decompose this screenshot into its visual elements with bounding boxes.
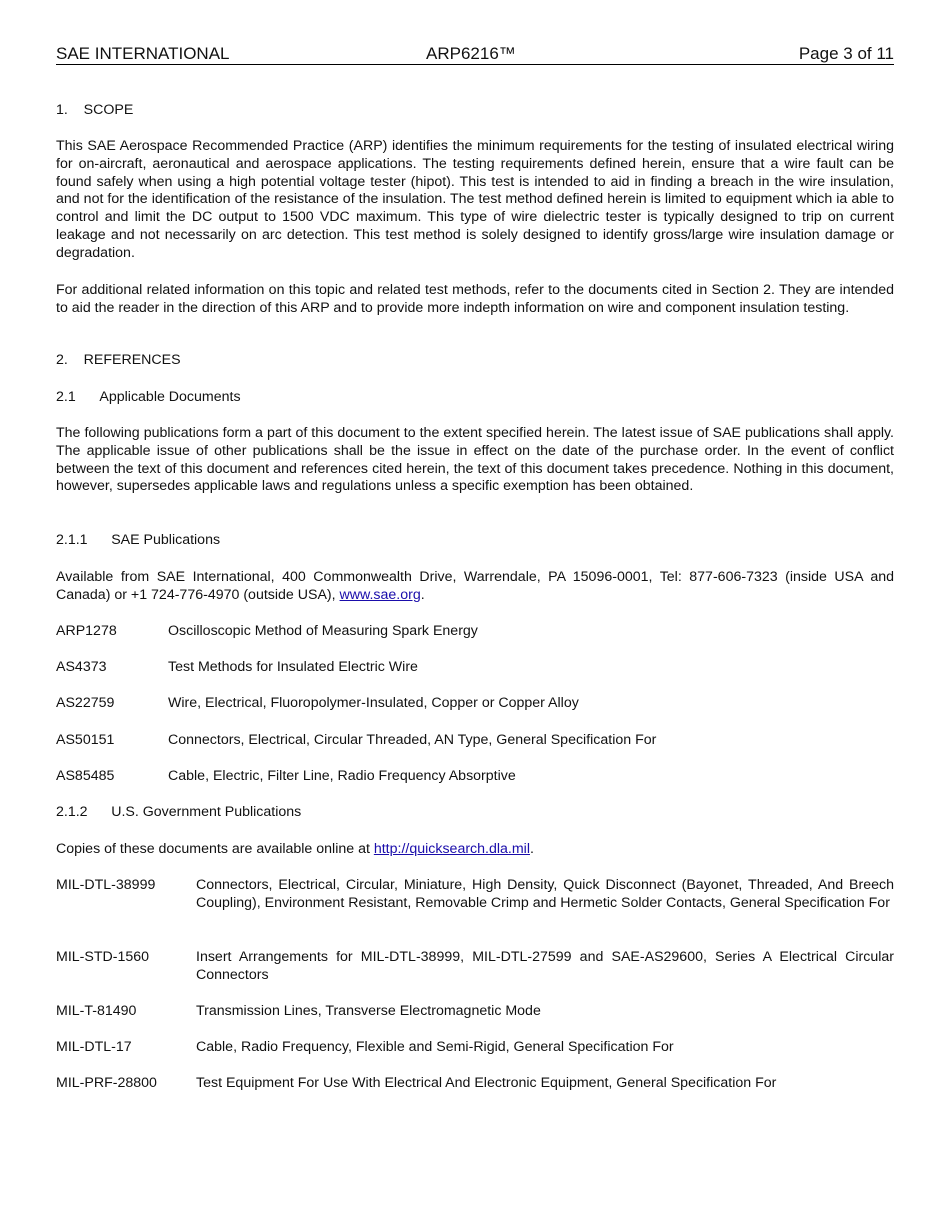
reference-code: MIL-DTL-17 [56,1039,132,1055]
reference-code: MIL-DTL-38999 [56,877,156,893]
reference-title: Connectors, Electrical, Circular, Miniature, High Density, Quick Disconnect (Bayonet, Threaded, And Breech Coupling), Environment Resistant, Removable Crimp and Hermetic Solder Contacts, General Specification For [196,877,894,911]
reference-code: AS4373 [56,659,107,675]
section-2-heading [56,352,894,370]
reference-code: MIL-PRF-28800 [56,1075,157,1091]
section-2-1-2-heading [56,804,894,822]
reference-title: Oscilloscopic Method of Measuring Spark Energy [168,623,478,639]
gov-availability-paragraph: Copies of these documents are available online at http://quicksearch.dla.mil. [56,841,534,857]
page-header [56,44,894,65]
reference-title: Transmission Lines, Transverse Electromagnetic Mode [196,1003,541,1019]
reference-code: AS22759 [56,695,115,711]
reference-title: Test Equipment For Use With Electrical And Electronic Equipment, General Specification For [196,1075,777,1091]
section-number: 1. [56,102,68,118]
section-2-1-heading [56,389,894,407]
reference-code: AS50151 [56,732,115,748]
section-title: Applicable Documents [99,389,241,405]
sae-availability-paragraph: Available from SAE International, 400 Commonwealth Drive, Warrendale, PA 15096-0001, Tel: 877-606-7323 (inside USA and Canada) or +1 724-776-4970 (outside USA), www.sae.org. [56,569,894,603]
section-number: 2.1.2 [56,804,88,820]
reference-title: Cable, Electric, Filter Line, Radio Frequency Absorptive [168,768,516,784]
section-1-heading [56,102,894,120]
section-title: REFERENCES [83,352,181,368]
section-title: SCOPE [83,102,134,118]
header-org: SAE INTERNATIONAL [56,44,230,63]
reference-code: MIL-STD-1560 [56,949,150,965]
reference-title: Connectors, Electrical, Circular Threaded, AN Type, General Specification For [168,732,657,748]
quicksearch-link[interactable]: http://quicksearch.dla.mil [373,841,530,857]
applicable-documents-paragraph: The following publications form a part of this document to the extent specified herein. The latest issue of SAE publications shall apply. The applicable issue of other publications shall be the issue in effect on the date of the purchase order. In the event of conflict between the text of this document and references cited herein, the text of this document takes precedence. Nothing in this document, however, supersedes applicable laws and regulations unless a specific exemption has been obtained. [56,425,894,495]
header-page-number: Page 3 of 11 [798,44,894,63]
availability-text: Copies of these documents are available online at [56,841,374,857]
reference-title: Cable, Radio Frequency, Flexible and Semi-Rigid, General Specification For [196,1039,674,1055]
section-number: 2.1.1 [56,532,88,548]
reference-code: MIL-T-81490 [56,1003,137,1019]
section-title: U.S. Government Publications [111,804,302,820]
reference-title: Wire, Electrical, Fluoropolymer-Insulated, Copper or Copper Alloy [168,695,579,711]
reference-code: AS85485 [56,768,115,784]
sae-website-link[interactable]: www.sae.org [339,586,421,603]
scope-paragraph-2: For additional related information on this topic and related test methods, refer to the documents cited in Section 2. They are intended to aid the reader in the direction of this ARP and to provide more indepth information on wire and component insulation testing. [56,282,894,316]
scope-paragraph-1: This SAE Aerospace Recommended Practice (ARP) identifies the minimum requirements for the testing of insulated electrical wiring for on-aircraft, aeronautical and aerospace applications. The testing requirements defined herein, ensure that a wire fault can be found safely when using a high potential voltage tester (hipot). This test is intended to aid in finding a breach in the wire insulation, and not for the identification of the resistance of the insulation. The test method defined herein is limited to equipment which ia able to control and limit the DC output to 1500 VDC maximum. This type of wire dielectric tester is typically designed to trip on current leakage and not necessarily on arc detection. This test method is solely designed to identify gross/large wire insulation damage or degradation. [56,138,894,261]
reference-title: Insert Arrangements for MIL-DTL-38999, MIL-DTL-27599 and SAE-AS29600, Series A Electrical Circular Connectors [196,949,894,983]
reference-code: ARP1278 [56,623,117,639]
section-2-1-1-heading [56,532,894,550]
availability-text: Available from SAE International, 400 Commonwealth Drive, Warrendale, PA 15096-0001, Tel: 877-606-7323 (inside USA and Canada) or +1 724-776-4970 (outside USA), [56,569,894,603]
reference-title: Test Methods for Insulated Electric Wire [168,659,418,675]
section-number: 2. [56,352,68,368]
header-doc-id: ARP6216™ [426,44,516,63]
section-number: 2.1 [56,389,76,405]
section-title: SAE Publications [111,532,221,548]
